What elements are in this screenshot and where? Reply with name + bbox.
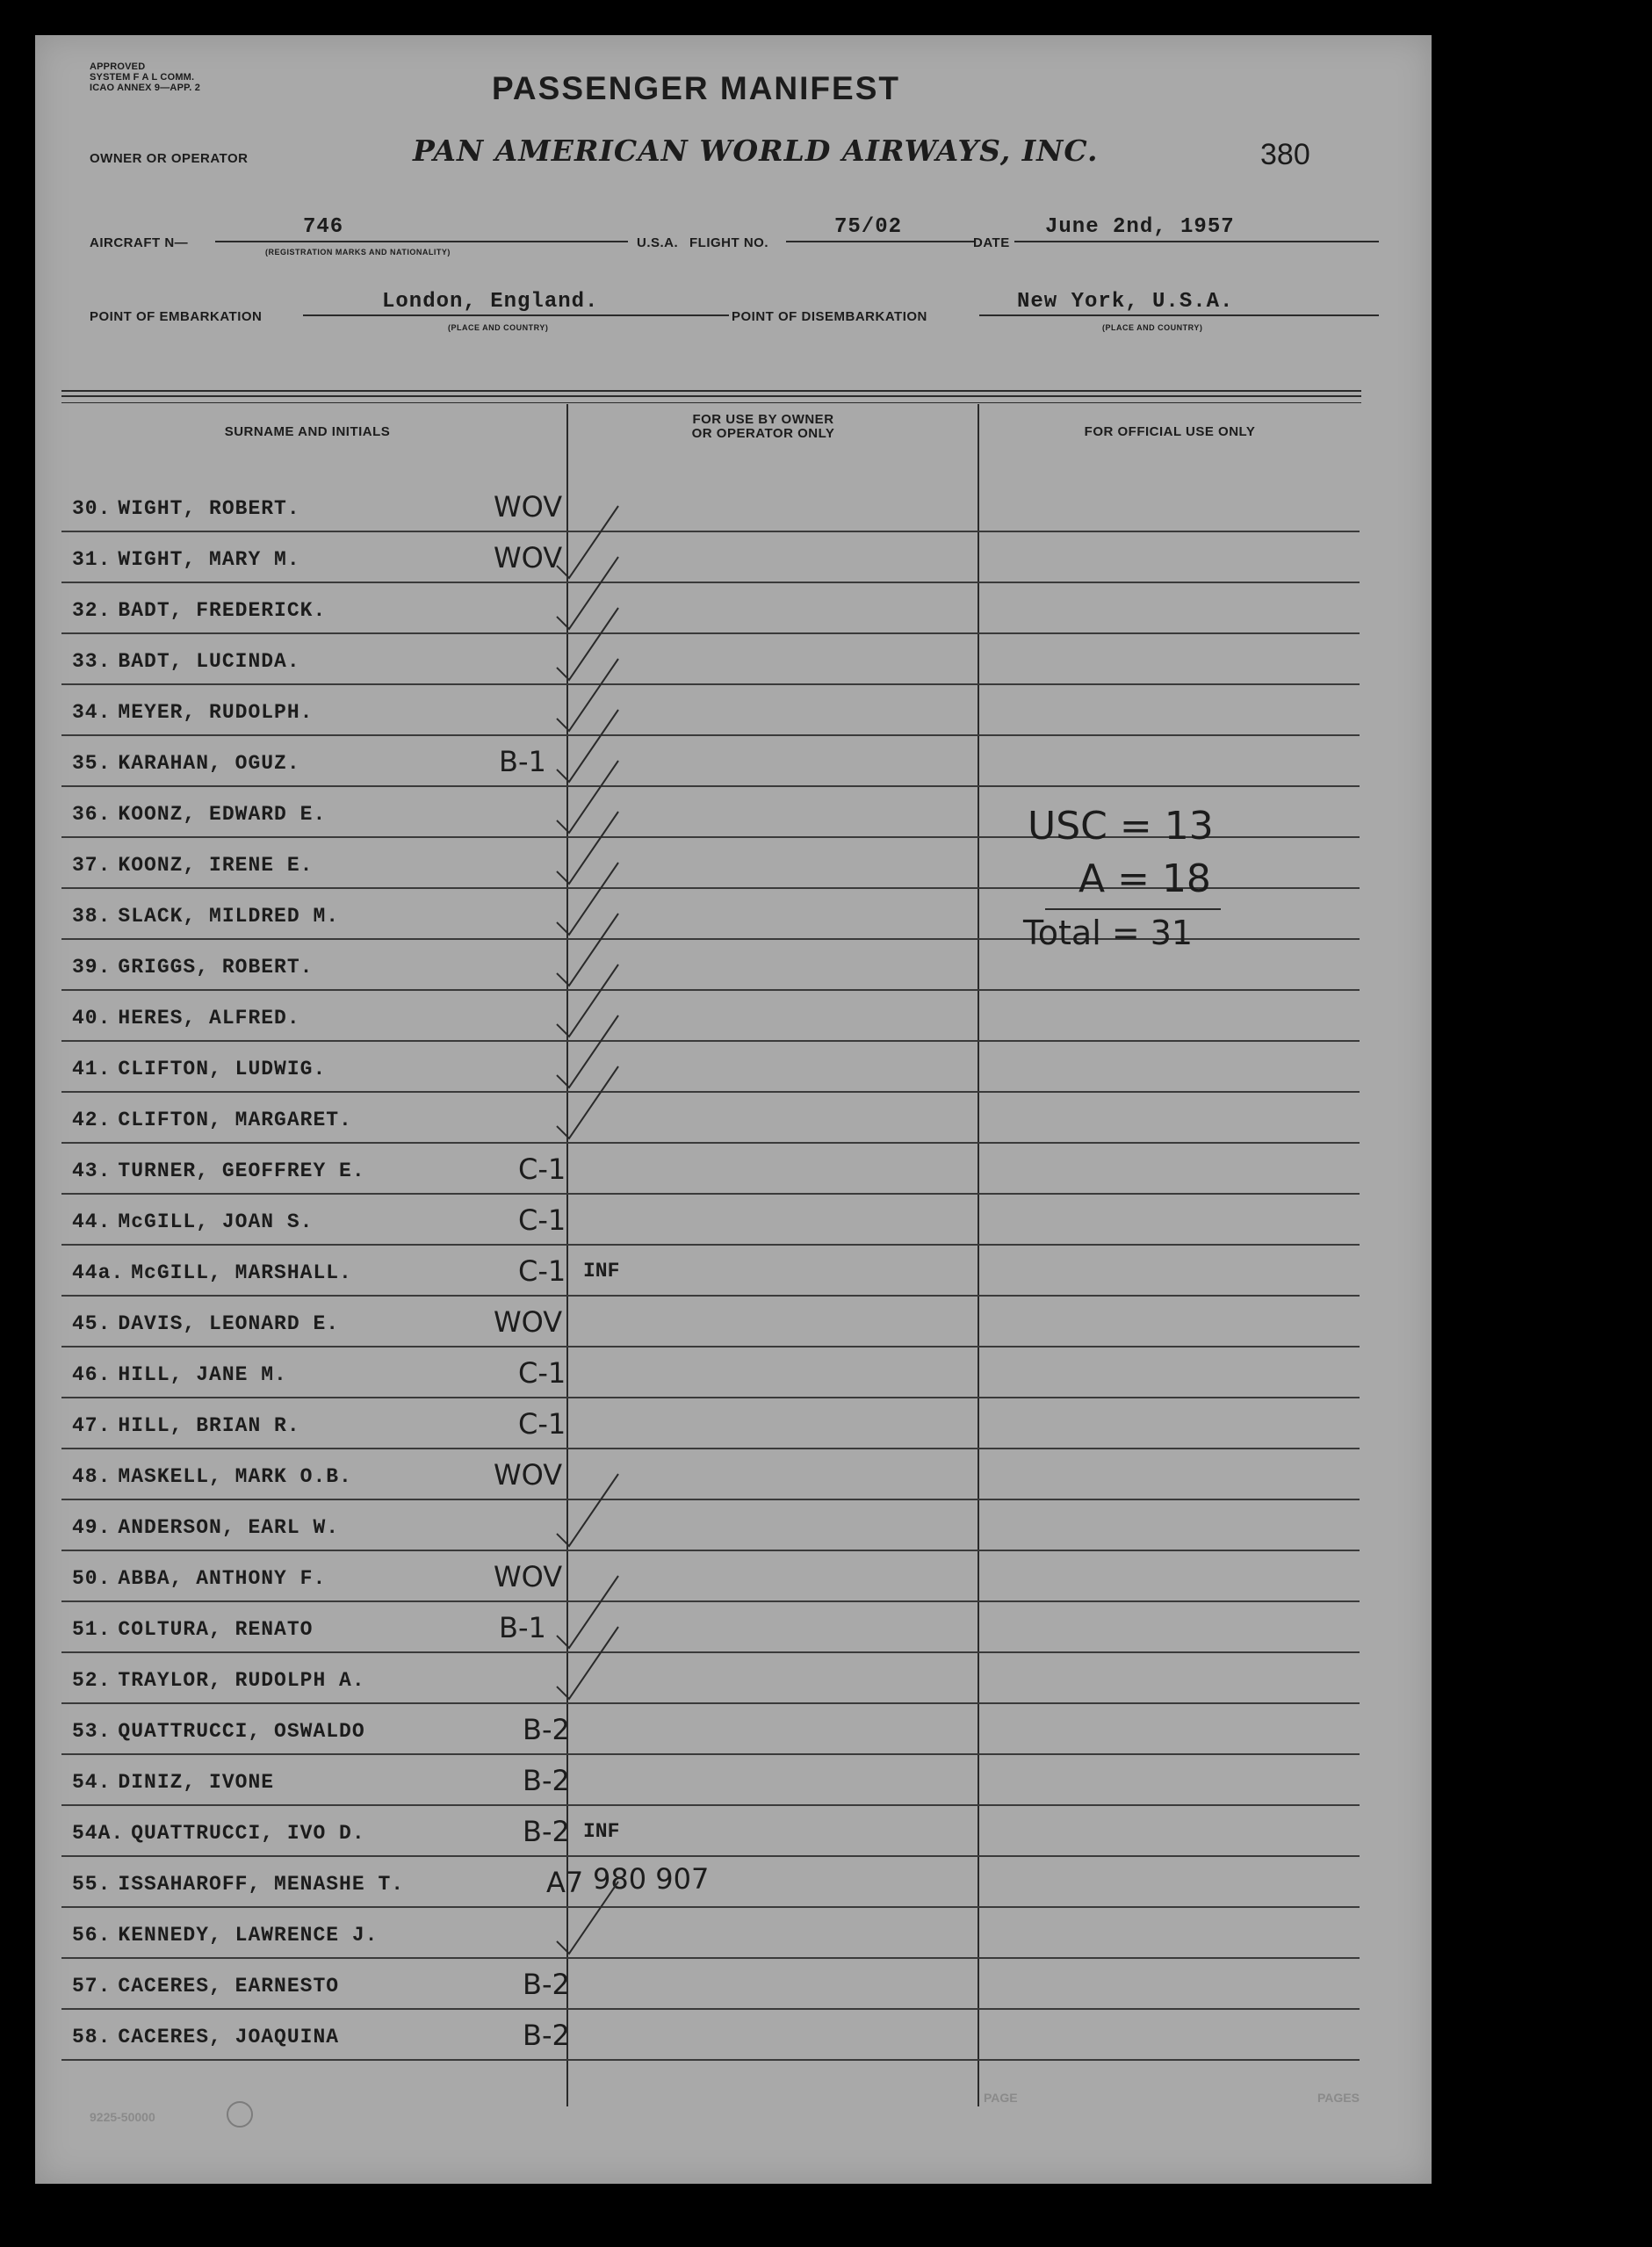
registration-note: (REGISTRATION MARKS AND NATIONALITY): [265, 248, 451, 256]
passenger-entry: [72, 1720, 365, 1743]
passenger-entry: [72, 1465, 352, 1488]
operator-note: 980 907: [593, 1862, 710, 1896]
passenger-number: 56.: [72, 1924, 112, 1947]
passenger-entry: [72, 752, 300, 775]
passenger-entry: [72, 1210, 313, 1233]
passenger-name: MEYER, RUDOLPH.: [118, 701, 314, 724]
passenger-number: 47.: [72, 1414, 112, 1437]
page-title: PASSENGER MANIFEST: [492, 70, 900, 106]
passenger-entry: [72, 1516, 339, 1539]
flight-label: FLIGHT NO.: [689, 235, 768, 250]
passenger-entry: [72, 854, 313, 877]
passenger-row: [61, 736, 1360, 787]
passenger-entry: [72, 1924, 378, 1947]
passenger-number: 52.: [72, 1669, 112, 1692]
passenger-name: QUATTRUCCI, IVO D.: [131, 1822, 365, 1845]
flight-fill-line: [786, 241, 975, 242]
footer-page-label: PAGE: [984, 2091, 1018, 2105]
tally-total: Total = 31: [1023, 914, 1194, 952]
passenger-number: 55.: [72, 1873, 112, 1896]
passenger-entry: [72, 1567, 326, 1590]
passenger-number: 46.: [72, 1363, 112, 1386]
approval-line: APPROVED: [90, 61, 146, 72]
manifest-sheet: [35, 35, 1432, 2184]
passenger-row: [61, 1195, 1360, 1246]
passenger-row: [61, 1042, 1360, 1093]
operator-note: INF: [583, 1260, 620, 1282]
passenger-row: [61, 1806, 1360, 1857]
passenger-row: [61, 1398, 1360, 1449]
page-number: 380: [1260, 138, 1310, 171]
check-mark-icon: [553, 1061, 624, 1140]
passenger-name: KOONZ, IRENE E.: [118, 854, 314, 877]
passenger-number: 37.: [72, 854, 112, 877]
passenger-entry: [72, 1414, 300, 1437]
passenger-row: [61, 1857, 1360, 1908]
visa-code: WOV: [494, 1560, 563, 1593]
visa-code: WOV: [494, 1458, 563, 1492]
passenger-name: McGILL, MARSHALL.: [131, 1261, 352, 1284]
tally-aliens: A = 18: [1078, 856, 1211, 901]
passenger-name: CACERES, EARNESTO: [118, 1975, 340, 1998]
passenger-name: BADT, LUCINDA.: [118, 650, 300, 673]
passenger-name: McGILL, JOAN S.: [118, 1210, 314, 1233]
date-label: DATE: [973, 235, 1010, 250]
passenger-row: [61, 1093, 1360, 1144]
passenger-number: 51.: [72, 1618, 112, 1641]
embarkation-fill-line: [303, 314, 729, 316]
nationality-label: U.S.A.: [637, 235, 679, 250]
tally-sum-line: [1045, 908, 1221, 910]
passenger-row: [61, 583, 1360, 634]
passenger-entry: [72, 650, 300, 673]
passenger-number: 36.: [72, 803, 112, 826]
flight-date: June 2nd, 1957: [1045, 215, 1235, 239]
visa-code: B-1: [499, 745, 546, 778]
operator-note: INF: [583, 1820, 620, 1843]
visa-code: A7: [546, 1866, 584, 1899]
header-rule-bottom: [61, 395, 1361, 397]
aircraft-label: AIRCRAFT N—: [90, 235, 189, 250]
passenger-number: 39.: [72, 956, 112, 979]
footer-pages-label: PAGES: [1317, 2091, 1360, 2105]
check-mark-icon: [553, 1622, 624, 1701]
passenger-name: TRAYLOR, RUDOLPH A.: [118, 1669, 365, 1692]
passenger-row: [61, 1755, 1360, 1806]
passenger-entry: [72, 1312, 339, 1335]
passenger-name: HILL, JANE M.: [118, 1363, 287, 1386]
approval-line: ICAO ANNEX 9—APP. 2: [90, 83, 201, 93]
passenger-name: WIGHT, ROBERT.: [118, 497, 300, 520]
passenger-row: [61, 1297, 1360, 1347]
embarkation-label: POINT OF EMBARKATION: [90, 309, 263, 324]
passenger-name: ABBA, ANTHONY F.: [118, 1567, 327, 1590]
passenger-name: COLTURA, RENATO: [118, 1618, 314, 1641]
disembarkation-fill-line: [979, 314, 1379, 316]
aircraft-fill-line: [215, 241, 628, 242]
passenger-entry: [72, 1618, 313, 1641]
footer-form-number: 9225-50000: [90, 2110, 155, 2124]
passenger-entry: [72, 599, 326, 622]
disembarkation-label: POINT OF DISEMBARKATION: [732, 309, 927, 324]
visa-code: WOV: [494, 541, 563, 574]
passenger-name: TURNER, GEOFFREY E.: [118, 1160, 365, 1182]
check-mark-icon: [553, 1876, 624, 1955]
tally-usc: USC = 13: [1028, 804, 1214, 849]
passenger-name: CACERES, JOAQUINA: [118, 2026, 340, 2048]
passenger-number: 35.: [72, 752, 112, 775]
passenger-row: [61, 1246, 1360, 1297]
passenger-number: 49.: [72, 1516, 112, 1539]
passenger-number: 40.: [72, 1007, 112, 1030]
passenger-row: [61, 634, 1360, 685]
visa-code: B-2: [523, 2019, 570, 2052]
passenger-entry: [72, 1261, 352, 1284]
passenger-number: 30.: [72, 497, 112, 520]
passenger-number: 58.: [72, 2026, 112, 2048]
col-header-owner: FOR USE BY OWNER OR OPERATOR ONLY: [691, 412, 835, 441]
passenger-row: [61, 1959, 1360, 2010]
embarkation-note: (PLACE AND COUNTRY): [448, 323, 549, 332]
passenger-number: 44a.: [72, 1261, 125, 1284]
passenger-name: WIGHT, MARY M.: [118, 548, 300, 571]
passenger-name: DINIZ, IVONE: [118, 1771, 275, 1794]
operator-name: PAN AMERICAN WORLD AIRWAYS, INC.: [413, 134, 1099, 168]
disembarkation-place: New York, U.S.A.: [1017, 290, 1234, 314]
passenger-row: [61, 1704, 1360, 1755]
passenger-number: 34.: [72, 701, 112, 724]
passenger-name: SLACK, MILDRED M.: [118, 905, 340, 928]
passenger-number: 33.: [72, 650, 112, 673]
passenger-name: BADT, FREDERICK.: [118, 599, 327, 622]
visa-code: C-1: [518, 1356, 566, 1390]
passenger-number: 45.: [72, 1312, 112, 1335]
passenger-row: [61, 1551, 1360, 1602]
passenger-entry: [72, 1109, 352, 1131]
passenger-number: 32.: [72, 599, 112, 622]
header-rule-top: [61, 390, 1361, 392]
visa-code: WOV: [494, 1305, 563, 1339]
passenger-row: [61, 2010, 1360, 2061]
aircraft-number: 746: [303, 215, 344, 239]
passenger-entry: [72, 905, 339, 928]
passenger-name: HILL, BRIAN R.: [118, 1414, 300, 1437]
date-fill-line: [1014, 241, 1379, 242]
passenger-name: KENNEDY, LAWRENCE J.: [118, 1924, 379, 1947]
passenger-number: 57.: [72, 1975, 112, 1998]
passenger-entry: [72, 1771, 274, 1794]
visa-code: B-1: [499, 1611, 546, 1644]
passenger-entry: [72, 1822, 365, 1845]
seal-stamp: [227, 2101, 253, 2128]
passenger-name: CLIFTON, MARGARET.: [118, 1109, 352, 1131]
passenger-number: 31.: [72, 548, 112, 571]
passenger-entry: [72, 1160, 365, 1182]
passenger-name: QUATTRUCCI, OSWALDO: [118, 1720, 365, 1743]
passenger-number: 54A.: [72, 1822, 125, 1845]
visa-code: B-2: [523, 1764, 570, 1797]
col-header-surname: SURNAME AND INITIALS: [224, 424, 391, 439]
passenger-entry: [72, 956, 313, 979]
passenger-entry: [72, 2026, 339, 2048]
visa-code: C-1: [518, 1203, 566, 1237]
passenger-entry: [72, 1669, 365, 1692]
passenger-row: [61, 1500, 1360, 1551]
passenger-entry: [72, 1363, 287, 1386]
passenger-entry: [72, 1975, 339, 1998]
approval-line: SYSTEM F A L COMM.: [90, 72, 195, 83]
passenger-number: 54.: [72, 1771, 112, 1794]
passenger-entry: [72, 701, 313, 724]
passenger-entry: [72, 1873, 404, 1896]
passenger-row: [61, 1347, 1360, 1398]
passenger-row: [61, 532, 1360, 583]
passenger-name: MASKELL, MARK O.B.: [118, 1465, 352, 1488]
passenger-name: HERES, ALFRED.: [118, 1007, 300, 1030]
embarkation-place: London, England.: [382, 290, 599, 314]
col-header-official: FOR OFFICIAL USE ONLY: [1084, 424, 1256, 439]
passenger-number: 42.: [72, 1109, 112, 1131]
passenger-name: KOONZ, EDWARD E.: [118, 803, 327, 826]
visa-code: WOV: [494, 490, 563, 524]
row-rule: [61, 2059, 1360, 2061]
passenger-row: [61, 1602, 1360, 1653]
header-rule-thin: [61, 402, 1361, 403]
disembarkation-note: (PLACE AND COUNTRY): [1102, 323, 1203, 332]
visa-code: C-1: [518, 1407, 566, 1441]
visa-code: C-1: [518, 1254, 566, 1288]
passenger-entry: [72, 803, 326, 826]
passenger-row: [61, 685, 1360, 736]
passenger-row: [61, 1653, 1360, 1704]
flight-number: 75/02: [834, 215, 903, 239]
passenger-number: 53.: [72, 1720, 112, 1743]
passenger-name: ANDERSON, EARL W.: [118, 1516, 340, 1539]
passenger-name: DAVIS, LEONARD E.: [118, 1312, 340, 1335]
owner-label: OWNER OR OPERATOR: [90, 151, 249, 166]
passenger-entry: [72, 1058, 326, 1080]
passenger-row: [61, 481, 1360, 532]
visa-code: B-2: [523, 1815, 570, 1848]
check-mark-icon: [553, 1469, 624, 1548]
passenger-name: CLIFTON, LUDWIG.: [118, 1058, 327, 1080]
visa-code: B-2: [523, 1713, 570, 1746]
passenger-name: ISSAHAROFF, MENASHE T.: [118, 1873, 405, 1896]
passenger-name: KARAHAN, OGUZ.: [118, 752, 300, 775]
passenger-number: 41.: [72, 1058, 112, 1080]
passenger-number: 43.: [72, 1160, 112, 1182]
passenger-entry: [72, 497, 300, 520]
passenger-row: [61, 1908, 1360, 1959]
passenger-name: GRIGGS, ROBERT.: [118, 956, 314, 979]
passenger-row: [61, 991, 1360, 1042]
approval-block: [90, 61, 200, 93]
passenger-row: [61, 1449, 1360, 1500]
passenger-row: [61, 1144, 1360, 1195]
visa-code: C-1: [518, 1152, 566, 1186]
passenger-number: 44.: [72, 1210, 112, 1233]
passenger-number: 48.: [72, 1465, 112, 1488]
visa-code: B-2: [523, 1968, 570, 2001]
passenger-entry: [72, 548, 300, 571]
passenger-number: 38.: [72, 905, 112, 928]
passenger-number: 50.: [72, 1567, 112, 1590]
passenger-entry: [72, 1007, 300, 1030]
